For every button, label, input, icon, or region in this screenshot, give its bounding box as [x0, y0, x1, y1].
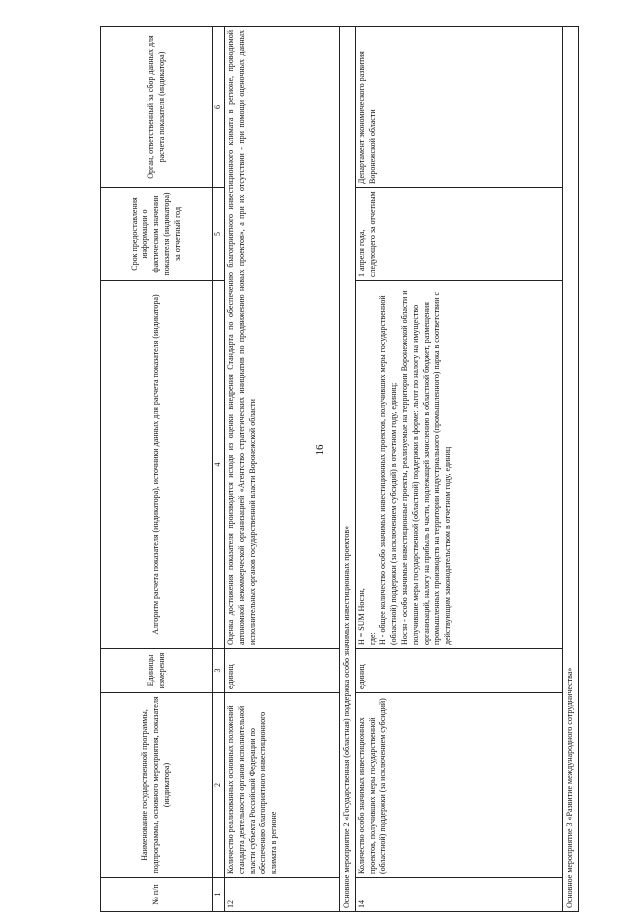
indicator-algorithm	[355, 281, 562, 649]
column-number-row	[213, 27, 225, 912]
header-name: Наименование государственной программы, подпрограммы, основного мероприятия, показателя (индикатора)	[101, 693, 213, 878]
indicator-algorithm: Оценка достижения показателя производится исходя из оценки внедрения Стандарта по обеспечению благоприятного инвестиционного климата в регионе, проводимой автономной некоммерческой организацией «Агентство стратегических инициатив по продвижению новых проектов», а при их отсутствии - при помощи оценочных данных исполнительных органов государственной власти Воронежской области	[225, 27, 340, 649]
table-row	[225, 27, 340, 912]
indicator-deadline: 1 апреля года, следующего за отчетным	[355, 188, 562, 281]
header-num: № п/п	[101, 878, 213, 912]
indicator-unit: единиц	[355, 649, 562, 693]
section-title: Основное мероприятие 2 «Государственная (областная) поддержка особо значимых инвестиционных проектов»	[340, 27, 356, 912]
header-row	[101, 27, 213, 912]
formula: Н = SUM Носзн,	[356, 588, 366, 645]
section-row	[340, 27, 356, 912]
section-row	[562, 27, 578, 912]
row-number: 14	[355, 878, 562, 912]
table-row	[355, 27, 562, 912]
col-number: 2	[213, 693, 225, 878]
indicator-name: Количество реализованных основных положений стандарта деятельности органов исполнительной власти субъекта Российской Федерации по обеспечению благоприятного инвестиционного климата в регионе	[225, 693, 340, 878]
formula-where: где:	[367, 632, 377, 645]
header-deadline: Срок предоставления информации о фактическом значении показателя (индикатора) за отчетный год	[101, 188, 213, 281]
col-number: 5	[213, 188, 225, 281]
indicator-unit: единиц	[225, 649, 340, 693]
col-number: 6	[213, 27, 225, 188]
formula-description: Н - общее количество особо значимых инвестиционных проектов, получивших меры государственной (областной) поддержки (за исключением субсидий) в отчетном году, единиц;	[378, 295, 399, 645]
header-responsible: Орган, ответственный за сбор данных для расчета показателя (индикатора)	[101, 27, 213, 188]
rotated-table-wrapper	[100, 27, 605, 912]
col-number: 3	[213, 649, 225, 693]
page-number: 16	[314, 444, 326, 456]
row-number: 12	[225, 878, 340, 912]
col-number: 1	[213, 878, 225, 912]
header-unit: Единицы измерения	[101, 649, 213, 693]
indicator-table	[100, 26, 579, 912]
formula-description: Носзн - особо значимые инвестиционные проекты, реализуемые на территории Воронежской области и получившие меры государственной (областной) поддержки в форме: льгот по налогу на имущество организаций, налогу на прибыль в части, подлежащей зачислению в областной бюджет, размещения промышленных производств на территории индустриального (промышленного) парка в соответствии с действующим законодательством в отчетном году, единиц	[399, 290, 453, 645]
section-title: Основное мероприятие 3 «Развитие международного сотрудничества»	[562, 27, 578, 912]
col-number: 4	[213, 281, 225, 649]
indicator-responsible: Департамент экономического развития Воронежской области	[355, 27, 562, 188]
header-algorithm: Алгоритм расчета показателя (индикатора), источники данных для расчета показателя (индикатора)	[101, 281, 213, 649]
indicator-name: Количество особо значимых инвестиционных проектов, получивших меры государственной (областной) поддержки (за исключением субсидий)	[355, 693, 562, 878]
